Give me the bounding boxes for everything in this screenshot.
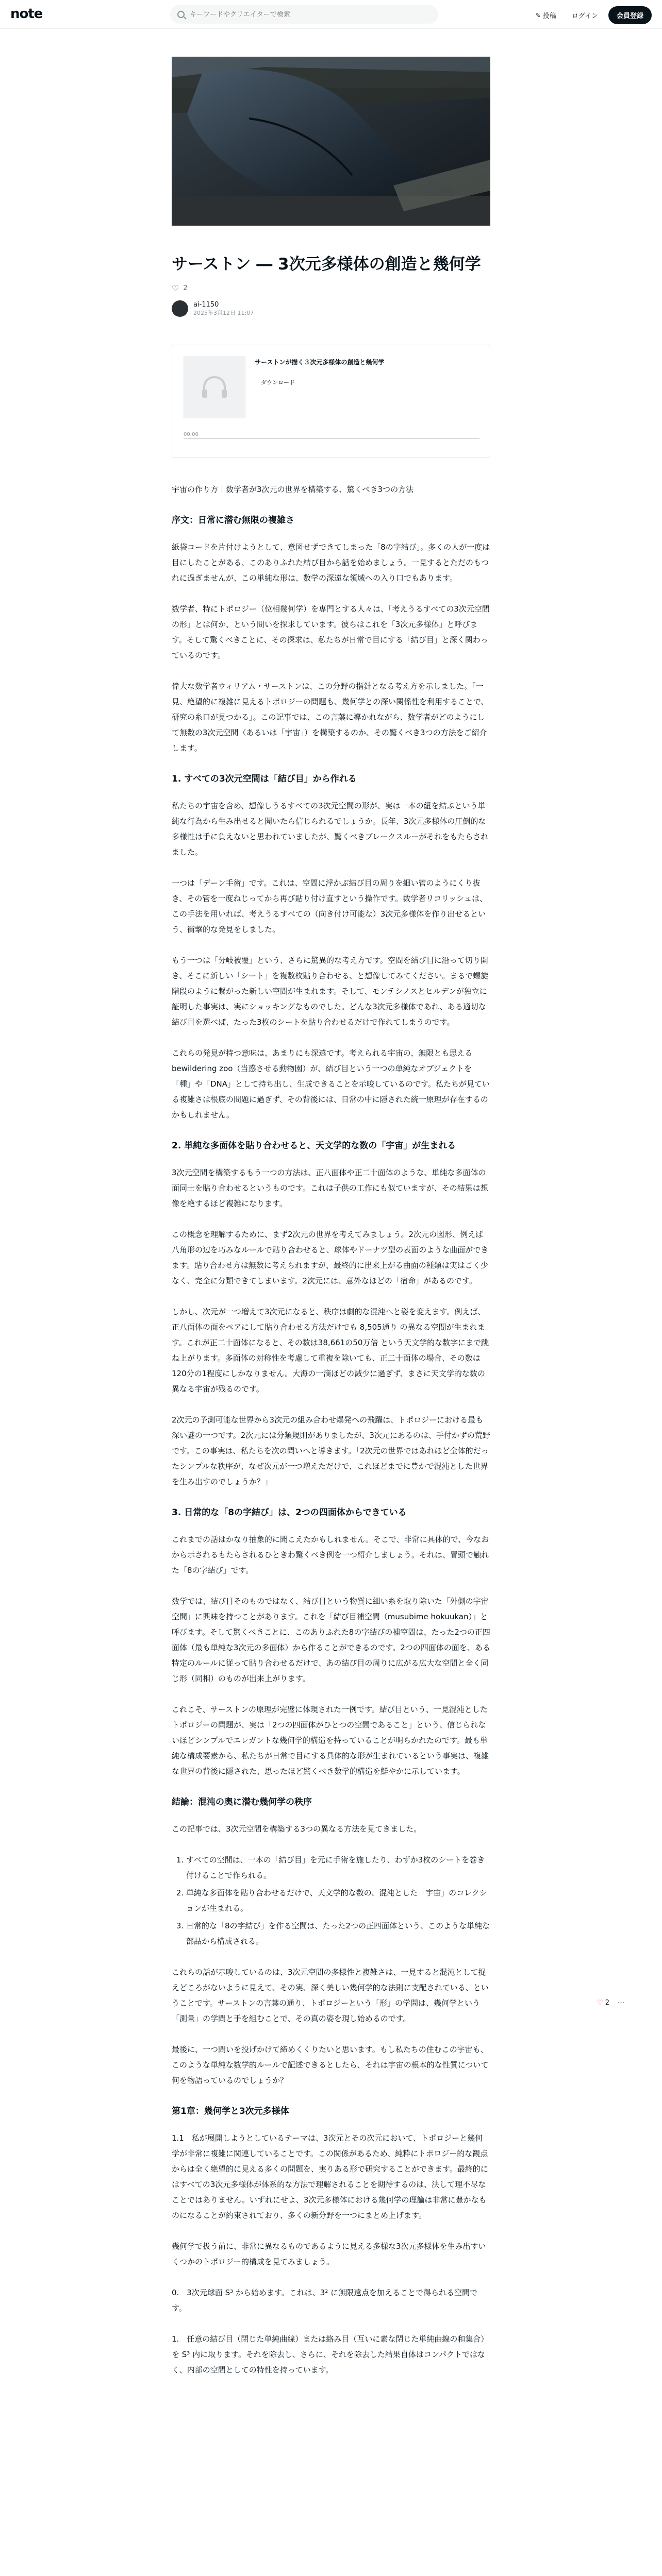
audio-progress-bar[interactable] (184, 438, 479, 439)
paragraph: これらの話が示唆しているのは、3次元空間の多様性と複雑さは、一見すると混沌として捉えどころがないように見えて、その実、深く美しい幾何学的な法則に支配されている、ということです。サーストンの言葉の通り、トポロジーという「形」の学問は、幾何学という「測量」の学問と手を組むことで、その真の姿を現し始めるのです。 (172, 1968, 489, 2023)
audio-title: サーストンが描く３次元多様体の創造と幾何学 (255, 359, 385, 366)
publish-date: 2025年3月12日 11:07 (193, 309, 254, 316)
list-item: 2. 単純な多面体を貼り合わせるだけで、天文学的な数の、混沌とした「宇宙」のコレクションが生まれる。 (186, 1885, 490, 1916)
paragraph: 紙袋コードを片付けようとして、意図せずできてしまった「8の字結び」。多くの人が一度は目にしたことがある、このありふれた結び目から話を始めましょう。一見するとただのもつれに過ぎませんが、この単純な形は、数学の深遠な領域への入り口でもあります。 (172, 543, 490, 583)
paragraph: 偉大な数学者ウィリアム・サーストンは、この分野の指針となる考え方を示しました。「一見、絶望的に複雑に見えるトポロジーの問題も、幾何学との深い関係性を利用することで、研究の糸口が見つかる」。この記事では、この言葉に導かれながら、数学者がどのようにして無数の3次元空間（あるいは「宇宙」）を構築するのか、その驚くべき3つの方法をご紹介します。 (172, 682, 489, 753)
paragraph: 1. 任意の結び目（閉じた単純曲線）または絡み目（互いに素な閉じた単純曲線の和集合）を S³ 内に取ります。それを除去し、さらに、それを除去した結果自体はコンパクトではなく、内部の空間としての特性を持っています。 (172, 2334, 489, 2375)
headphones-icon (198, 371, 231, 404)
list-item: 1. すべての空間は、一本の「結び目」を元に手術を施したり、わずか3枚のシートを巻き付けることで作られる。 (186, 1852, 490, 1883)
paragraph: しかし、次元が一つ増えて3次元になると、秩序は劇的な混沌へと姿を変えます。例えば、正八面体の面をペアにして貼り合わせる方法だけでも 8,505通り の異なる空間が生まれます。これが正二十面体になると、その数は38,661の50万倍 という天文学的な数字にまで跳ね上がります。多面体の対称性を考慮して重複を除いても、正二十面体の場合、その数は120分の1程度にしかなりません。大海の一滴ほどの減少に過ぎず、まさに天文学的な数の異なる宇宙が残るのです。 (172, 1307, 489, 1394)
hero-photo-graphic (172, 57, 490, 226)
like-row (172, 283, 490, 293)
section-heading: 結論：混沌の奥に潜む幾何学の秩序 (172, 1797, 312, 1807)
paragraph: 0. 3次元球面 S³ から始めます。これは、3² に無限遠点を加えることで得られる空間です。 (172, 2288, 478, 2313)
audio-time: 00:00 (184, 432, 198, 437)
section-heading: 2. 単純な多面体を貼り合わせると、天文学的な数の「宇宙」が生まれる (172, 1141, 456, 1151)
more-icon[interactable]: ⋯ (618, 1999, 625, 2007)
download-link[interactable]: ダウンロード (261, 379, 295, 386)
search-input[interactable] (190, 11, 437, 19)
paragraph: 数学者、特にトポロジー（位相幾何学）を専門とする人々は、「考えうるすべての3次元空間の形」とは何か、という問いを探求しています。彼らはこれを「3次元多様体」と呼びます。そして驚くべきことに、その探求は、私たちが日常で目にする「結び目」と深く関わっているのです。 (172, 604, 490, 660)
paragraph: この記事では、3次元空間を構築する3つの異なる方法を見てきました。 (172, 1824, 422, 1834)
header-actions (531, 6, 652, 24)
author-row[interactable] (172, 300, 490, 317)
article-title: サーストン ― 3次元多様体の創造と幾何学 (172, 255, 481, 274)
post-button[interactable] (531, 7, 561, 23)
search-box[interactable] (170, 5, 438, 24)
paragraph: もう一つは「分岐被覆」という、さらに驚異的な考え方です。空間を結び目に沿って切り開き、そこに新しい「シート」を複数枚貼り合わせる、と想像してみてください。まるで螺旋階段のように繋がった新しい空間が生まれます。そして、モンテシノスとヒルデンが独立に証明した事実は、実にショッキングなものでした。どんな3次元多様体であれ、ある適切な結び目を選べば、たった3枚のシートを貼り合わせるだけで作れてしまうのです。 (172, 956, 489, 1027)
heart-icon: ♡ (597, 1999, 603, 2007)
side-actions (597, 1999, 624, 2007)
article-body (172, 482, 490, 2378)
section-heading: 第1章：幾何学と3次元多様体 (172, 2106, 289, 2116)
author-meta (193, 301, 254, 317)
paragraph: 一つは「デーン手術」です。これは、空間に浮かぶ結び目の周りを細い管のようにくり抜き、その管を一度ねじってから再び貼り付け直すという操作です。数学者リコリッシュは、この手法を用いれば、考えうるすべての（向き付け可能な）3次元多様体を作り出せるという、衝撃的な発見をしました。 (172, 878, 488, 934)
signup-button[interactable]: 会員登録 (608, 6, 652, 24)
audio-player (172, 345, 490, 458)
login-button[interactable]: ログイン (571, 12, 598, 20)
paragraph: この概念を理解するために、まず2次元の世界を考えてみましょう。2次元の図形、例えば八角形の辺を巧みなルールで貼り合わせると、球体やドーナツ型の表面のような曲面ができます。貼り合わせ方は無数に考えられますが、最終的に出来上がる曲面の種類は実はごく少なく、完全に分類できてしまいます。2次元には、意外なほどの「宿命」があるのです。 (172, 1230, 489, 1285)
section-heading: 3. 日常的な「8の字結び」は、2つの四面体からできている (172, 1507, 407, 1518)
note-logo[interactable]: note (10, 6, 43, 22)
article (172, 57, 490, 2393)
avatar[interactable] (172, 300, 188, 317)
pencil-icon: ✎ (535, 11, 541, 19)
top-header (0, 0, 662, 29)
paragraph: 数学では、結び目そのものではなく、結び目という物質に細い糸を取り除いた「外側の宇宙空間」に興味を持つことがあります。これを「結び目補空間（musubime hokuukan）」と呼びます。そして驚くべきことに、このありふれた8の字結びの補空間は、たった2つの正四面体（最も単純な3次元の多面体）から作ることができるのです。2つの四面体の面を、ある特定のルールに従って貼り合わせるだけで、あの結び目の周りに広がる広大な空間と全く同じ形（同相）のものが出来上がります。 (172, 1597, 490, 1683)
paragraph: これこそ、サーストンの原理が完璧に体現された一例です。結び目という、一見混沌としたトポロジーの問題が、実は「2つの四面体がひとつの空間であること」という、信じられないほどシンプルでエレガントな幾何学的構造を持っていることが明らかれたのです。最も単純な構成要素から、私たちが日常で目にする具体的な形が生まれているという事実は、複雑な世界の背後に隠された、思ったほど驚くべき数学的構造を鮮やかに示しています。 (172, 1705, 489, 1776)
hero-image (172, 57, 490, 226)
paragraph: これらの発見が持つ意味は、あまりにも深遠です。考えられる宇宙の、無限とも思える bewildering zoo（当惑させる動物園）が、結び目という一つの単純なオブジェクトを「種」や「DNA」として持ち出し、生成できることを示唆しているのです。私たちが見ている複雑さは根底の問題に過ぎず、その背後には、日常の中に隠された統一原理が存在するのかもしれません。 (172, 1048, 490, 1120)
audio-cover (184, 357, 245, 418)
paragraph: 最後に、一つ問いを投げかけて締めくくりたいと思います。もし私たちの住むこの宇宙も、このような単純な数学的ルールで記述できるとしたら、それは宇宙の根本的な性質について何を物語っているのでしょうか？ (172, 2045, 489, 2085)
section-heading: 1. すべての3次元空間は「結び目」から作れる (172, 774, 357, 784)
like-count: 2 (183, 284, 188, 292)
paragraph: 私たちの宇宙を含め、想像しうるすべての3次元空間の形が、実は一本の紐を結ぶという単純な行為から生み出せると聞いたら信じられるでしょうか。長年、3次元多様体の圧倒的な多様性は手に負えないと思われていましたが、驚くべきブレークスルーがそれをもたらされました。 (172, 801, 489, 857)
side-like-count: 2 (605, 1999, 610, 2007)
paragraph: 宇宙の作り方｜数学者が3次元の世界を構築する、驚くべき3つの方法 (172, 485, 414, 494)
side-like-button[interactable] (597, 1999, 609, 2007)
search-icon (177, 11, 185, 18)
section-heading: 序文：日常に潜む無限の複雑さ (172, 515, 294, 526)
post-label: 投稿 (542, 12, 556, 20)
paragraph: 3次元空間を構築するもう一つの方法は、正八面体や正二十面体のような、単純な多面体の面同士を貼り合わせるというものです。これは子供の工作にも似ていますが、その結果は想像を絶するほど複雑になります。 (172, 1168, 488, 1208)
summary-list (186, 1852, 490, 1949)
paragraph: 2次元の予測可能な世界から3次元の組み合わせ爆発への飛躍は、トポロジーにおける最も深い謎の一つです。2次元には分類規則がありましたが、3次元にあるのは、手付かずの荒野です。この事実は、私たちを次の問いへと導きます。「2次元の世界ではあれほど全体的だったシンプルな秩序が、なぜ次元が一つ増えただけで、これほどまでに豊かで混沌とした世界を生み出すのでしょうか？」 (172, 1415, 490, 1486)
paragraph: 1.1 私が展開しようとしているテーマは、3次元とその次元において、トポロジーと幾何学が非常に複雑に関連していることです。この関係があるため、純粋にトポロジー的な観点からは全く絶望的に見える多くの問題を、実りある形で研究することができます。最終的にはすべての3次元多様体が体系的な方法で理解されることを期待するのは、決して理不尽なことではありません。いずれにせよ、3次元多様体における幾何学の理論は非常に豊かなものになることが約束されており、多くの新分野を一つにまとめ上げます。 (172, 2133, 488, 2220)
list-item: 3. 日常的な「8の字結び」を作る空間は、たった2つの正四面体という、このような単純な部品から構成される。 (186, 1918, 490, 1949)
author-name[interactable]: ai-1150 (193, 300, 219, 309)
paragraph: 幾何学で扱う前に、非常に異なるものであるように見える多様な3次元多様体を生み出すいくつかのトポロジー的構成を見てみましょう。 (172, 2242, 486, 2266)
paragraph: これまでの話はかなり抽象的に聞こえたかもしれません。そこで、非常に具体的で、今なおから示されるもたらされるひときわ驚くべき例を一つ紹介しましょう。それは、冒頭で触れた「8の字結び」です。 (172, 1535, 489, 1575)
heart-icon[interactable]: ♡ (172, 283, 179, 293)
